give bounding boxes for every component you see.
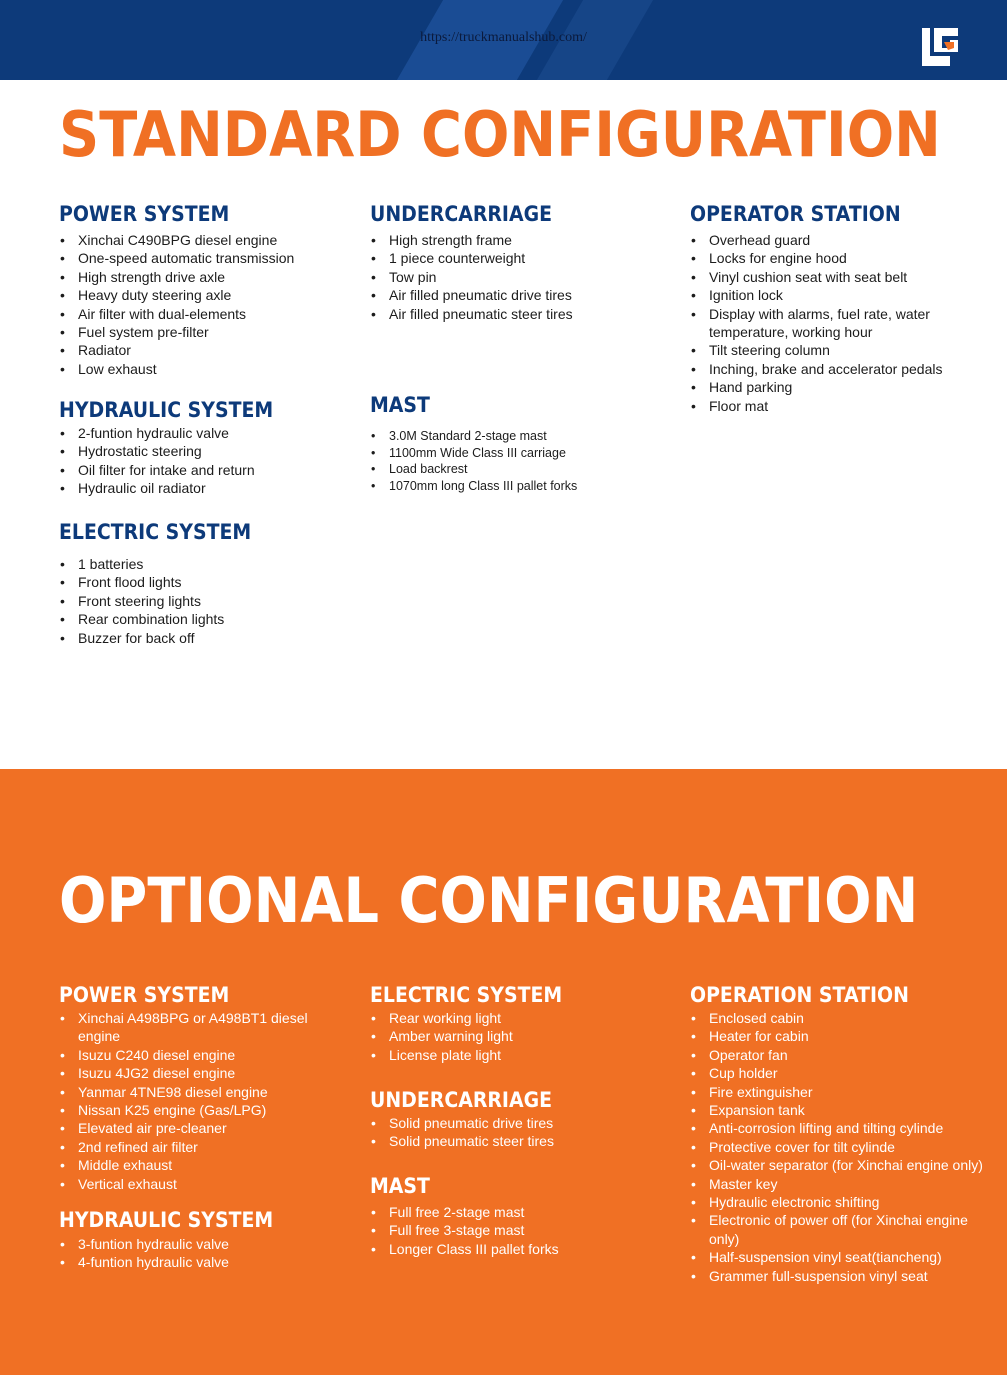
list-item: • 1070mm long Class III pallet forks — [370, 478, 670, 495]
section-heading: ELECTRIC SYSTEM — [59, 520, 252, 544]
list-item: • Fuel system pre-filter — [59, 323, 349, 341]
list-item: • Radiator — [59, 341, 349, 359]
list-item: • Locks for engine hood — [690, 249, 980, 267]
list-item: • Isuzu C240 diesel engine — [59, 1046, 349, 1064]
section-heading: POWER SYSTEM — [59, 202, 230, 226]
item-list — [690, 1009, 990, 1285]
opt-operation-station — [690, 982, 990, 1285]
list-item: • 1 piece counterweight — [370, 249, 670, 267]
opt-mast — [370, 1173, 670, 1258]
item-list — [59, 424, 349, 498]
section-heading: MAST — [370, 393, 430, 417]
list-item: • Tow pin — [370, 268, 670, 286]
item-list — [370, 1009, 670, 1064]
optional-config-title: OPTIONAL CONFIGURATION — [59, 864, 919, 937]
header-banner — [0, 0, 1007, 80]
list-item: • Rear combination lights — [59, 610, 349, 628]
list-item: • Elevated air pre-cleaner — [59, 1119, 349, 1137]
list-item: • Front steering lights — [59, 592, 349, 610]
list-item: • Fire extinguisher — [690, 1083, 990, 1101]
item-list — [370, 1114, 670, 1151]
section-heading: UNDERCARRIAGE — [370, 1088, 553, 1112]
item-list — [59, 231, 349, 378]
list-item: • Hydraulic oil radiator — [59, 479, 349, 497]
list-item: • Operator fan — [690, 1046, 990, 1064]
list-item: • Isuzu 4JG2 diesel engine — [59, 1064, 349, 1082]
item-list — [370, 1203, 670, 1258]
list-item: • Solid pneumatic steer tires — [370, 1132, 670, 1150]
list-item: • Inching, brake and accelerator pedals — [690, 360, 980, 378]
std-hydraulic-system — [59, 397, 349, 498]
section-heading: MAST — [370, 1174, 430, 1198]
list-item: • Hydrostatic steering — [59, 442, 349, 460]
list-item: • 2-funtion hydraulic valve — [59, 424, 349, 442]
list-item: • Hydraulic electronic shifting — [690, 1193, 990, 1211]
list-item: • Longer Class III pallet forks — [370, 1240, 670, 1258]
list-item: • Full free 2-stage mast — [370, 1203, 670, 1221]
opt-electric-system — [370, 982, 670, 1064]
list-item: • License plate light — [370, 1046, 670, 1064]
section-heading: HYDRAULIC SYSTEM — [59, 398, 274, 422]
list-item: • Overhead guard — [690, 231, 980, 249]
list-item: • Air filled pneumatic drive tires — [370, 286, 670, 304]
standard-config-title: STANDARD CONFIGURATION — [59, 98, 941, 171]
list-item: • Rear working light — [370, 1009, 670, 1027]
list-item: • One-speed automatic transmission — [59, 249, 349, 267]
list-item: • Middle exhaust — [59, 1156, 349, 1174]
list-item: • Air filled pneumatic steer tires — [370, 305, 670, 323]
list-item: • Air filter with dual-elements — [59, 305, 349, 323]
list-item: • Electronic of power off (for Xinchai engine only) — [690, 1211, 990, 1248]
list-item: • Heater for cabin — [690, 1027, 990, 1045]
list-item: • Heavy duty steering axle — [59, 286, 349, 304]
list-item: • Half-suspension vinyl seat(tiancheng) — [690, 1248, 990, 1266]
item-list — [59, 555, 349, 647]
list-item: • Load backrest — [370, 461, 670, 478]
list-item: • Low exhaust — [59, 360, 349, 378]
std-undercarriage — [370, 201, 670, 323]
std-electric-system — [59, 519, 349, 647]
opt-power-system — [59, 982, 349, 1193]
list-item: • Solid pneumatic drive tires — [370, 1114, 670, 1132]
list-item: • Expansion tank — [690, 1101, 990, 1119]
list-item: • Amber warning light — [370, 1027, 670, 1045]
list-item: • Hand parking — [690, 378, 980, 396]
list-item: • Protective cover for tilt cylinde — [690, 1138, 990, 1156]
section-heading: UNDERCARRIAGE — [370, 202, 553, 226]
list-item: • Vinyl cushion seat with seat belt — [690, 268, 980, 286]
list-item: • 4-funtion hydraulic valve — [59, 1253, 349, 1271]
list-item: • Front flood lights — [59, 573, 349, 591]
section-heading: HYDRAULIC SYSTEM — [59, 1208, 274, 1232]
source-url[interactable]: https://truckmanualshub.com/ — [420, 30, 587, 45]
list-item: • Buzzer for back off — [59, 629, 349, 647]
list-item: • 3.0M Standard 2-stage mast — [370, 428, 670, 445]
list-item: • 3-funtion hydraulic valve — [59, 1235, 349, 1253]
list-item: • Yanmar 4TNE98 diesel engine — [59, 1083, 349, 1101]
item-list — [59, 1235, 349, 1272]
section-heading: OPERATION STATION — [690, 983, 909, 1007]
std-operator-station — [690, 201, 980, 415]
std-power-system — [59, 201, 349, 378]
list-item: • Anti-corrosion lifting and tilting cylinde — [690, 1119, 990, 1137]
list-item: • Tilt steering column — [690, 341, 980, 359]
list-item: • Xinchai A498BPG or A498BT1 diesel engine — [59, 1009, 349, 1046]
list-item: • Master key — [690, 1175, 990, 1193]
item-list — [59, 1009, 349, 1193]
opt-undercarriage — [370, 1087, 670, 1151]
item-list — [370, 428, 670, 494]
list-item: • Vertical exhaust — [59, 1175, 349, 1193]
list-item: • Enclosed cabin — [690, 1009, 990, 1027]
list-item: • Oil-water separator (for Xinchai engine only) — [690, 1156, 990, 1174]
list-item: • 2nd refined air filter — [59, 1138, 349, 1156]
brand-logo-icon — [918, 26, 962, 68]
list-item: • 1 batteries — [59, 555, 349, 573]
section-heading: OPERATOR STATION — [690, 202, 901, 226]
list-item: • Oil filter for intake and return — [59, 461, 349, 479]
section-heading: ELECTRIC SYSTEM — [370, 983, 563, 1007]
item-list — [370, 231, 670, 323]
list-item: • 1100mm Wide Class III carriage — [370, 445, 670, 462]
list-item: • Floor mat — [690, 397, 980, 415]
list-item: • Display with alarms, fuel rate, water temperature, working hour — [690, 305, 980, 342]
std-mast — [370, 392, 670, 494]
list-item: • Full free 3-stage mast — [370, 1221, 670, 1239]
item-list — [690, 231, 980, 415]
list-item: • Xinchai C490BPG diesel engine — [59, 231, 349, 249]
section-heading: POWER SYSTEM — [59, 983, 230, 1007]
list-item: • High strength drive axle — [59, 268, 349, 286]
list-item: • High strength frame — [370, 231, 670, 249]
list-item: • Cup holder — [690, 1064, 990, 1082]
list-item: • Nissan K25 engine (Gas/LPG) — [59, 1101, 349, 1119]
opt-hydraulic-system — [59, 1207, 349, 1272]
list-item: • Grammer full-suspension vinyl seat — [690, 1267, 990, 1285]
list-item: • Ignition lock — [690, 286, 980, 304]
